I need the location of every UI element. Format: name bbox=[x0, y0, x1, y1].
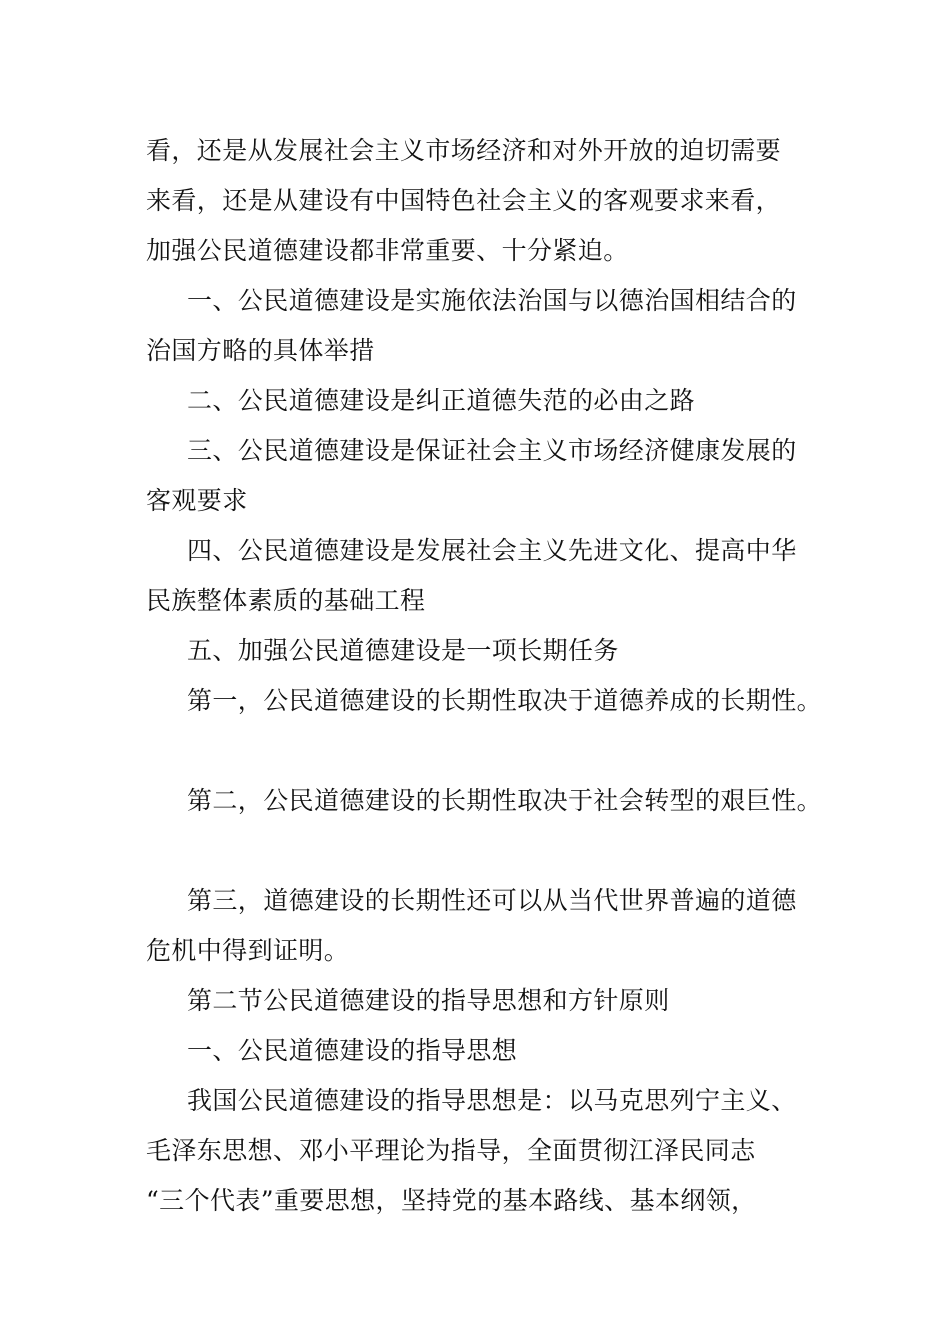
text-line: 加强公民道德建设都非常重要、十分紧迫。 bbox=[146, 236, 629, 265]
point-third: 第三，道德建设的长期性还可以从当代世界普遍的道德 bbox=[187, 886, 797, 915]
text-line: 毛泽东思想、邓小平理论为指导，全面贯彻江泽民同志 bbox=[146, 1136, 756, 1165]
section-heading-1: 一、公民道德建设是实施依法治国与以德治国相结合的 bbox=[187, 286, 797, 315]
point-first: 第一，公民道德建设的长期性取决于道德养成的长期性。 bbox=[187, 686, 823, 715]
point-third-cont: 危机中得到证明。 bbox=[146, 936, 350, 965]
section-heading-1-cont: 治国方略的具体举措 bbox=[146, 336, 375, 365]
section-heading-3-cont: 客观要求 bbox=[146, 486, 248, 515]
section-heading-4: 四、公民道德建设是发展社会主义先进文化、提高中华 bbox=[187, 536, 797, 565]
text-line: 来看，还是从建设有中国特色社会主义的客观要求来看， bbox=[146, 186, 782, 215]
section-heading-3: 三、公民道德建设是保证社会主义市场经济健康发展的 bbox=[187, 436, 797, 465]
text-line: 我国公民道德建设的指导思想是：以马克思列宁主义、 bbox=[187, 1086, 797, 1115]
section-heading-4-cont: 民族整体素质的基础工程 bbox=[146, 586, 426, 615]
section-title: 第二节公民道德建设的指导思想和方针原则 bbox=[187, 986, 670, 1015]
section-heading-2: 二、公民道德建设是纠正道德失范的必由之路 bbox=[187, 386, 696, 415]
text-line: 看，还是从发展社会主义市场经济和对外开放的迫切需要 bbox=[146, 136, 782, 165]
section-heading-5: 五、加强公民道德建设是一项长期任务 bbox=[187, 636, 619, 665]
text-line: “三个代表”重要思想，坚持党的基本路线、基本纲领， bbox=[146, 1186, 757, 1215]
point-second: 第二，公民道德建设的长期性取决于社会转型的艰巨性。 bbox=[187, 786, 823, 815]
subsection-title: 一、公民道德建设的指导思想 bbox=[187, 1036, 518, 1065]
